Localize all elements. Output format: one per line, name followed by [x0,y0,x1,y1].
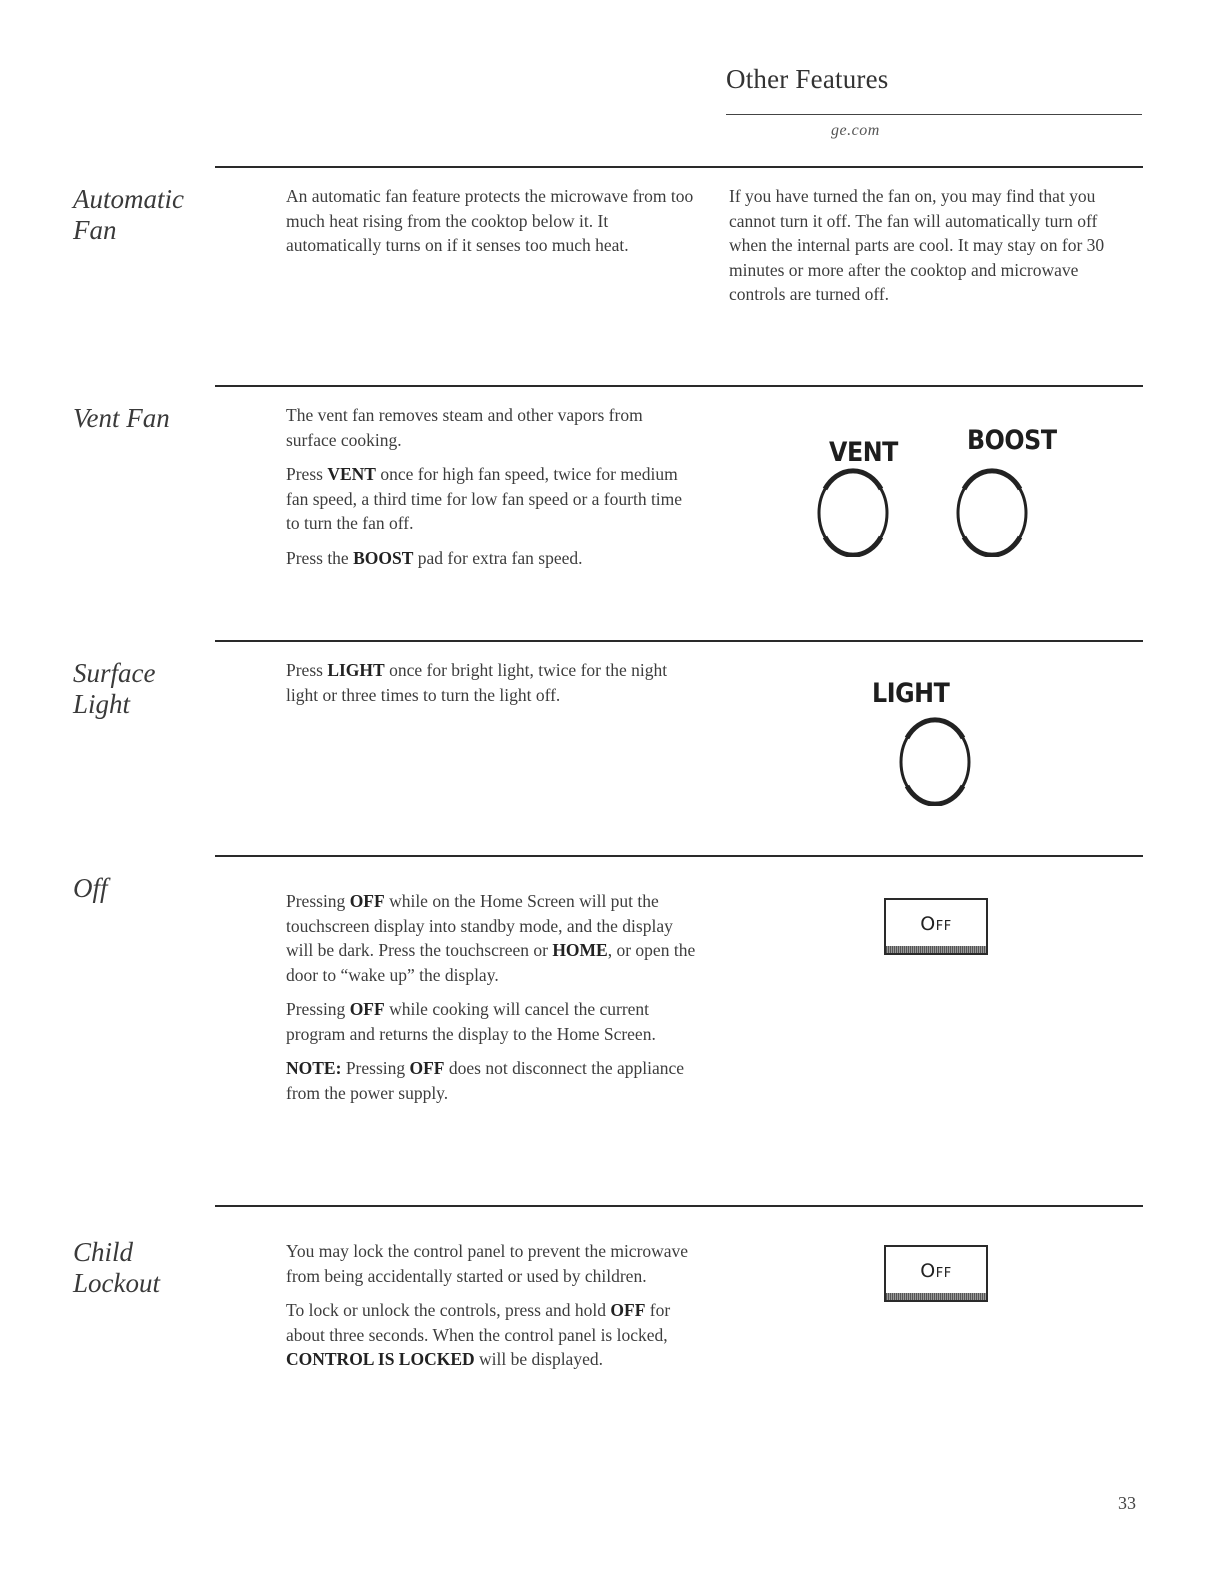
page-header [726,64,1144,139]
key-shade [886,1293,986,1300]
section-rule [215,855,1143,857]
section-rule [215,166,1143,168]
page-title: Other Features [726,64,889,94]
text-column [286,658,696,717]
off-key[interactable] [884,898,988,955]
header-rule [726,114,1142,115]
section-title: Surface Light [73,658,156,719]
section-title: Child Lockout [73,1237,160,1298]
paragraph: You may lock the control panel to prevent the microwave from being accidentally started or used by children. [286,1241,689,1286]
vent-button-label: VENT [829,437,898,468]
paragraph: An automatic fan feature protects the microwave from too much heat rising from the cooktop below it. It automatically turns on if it senses too much heat. [286,186,694,255]
text-column [286,184,696,268]
light-button-label: LIGHT [872,678,950,709]
paragraph: NOTE: Pressing OFF does not disconnect the appliance from the power supply. [286,1058,685,1103]
page-number: 33 [1118,1493,1136,1513]
boost-button-label: BOOST [967,425,1057,456]
paragraph: Pressing OFF while on the Home Screen will put the touchscreen display into standby mode, and the display will be dark. Press the touchscreen or HOME, or open the door to “wake up” the display. [286,891,696,985]
paragraph: Press VENT once for high fan speed, twice for medium fan speed, a third time for low fan speed or a fourth time to turn the fan off. [286,464,683,533]
text-column-right [729,184,1139,317]
section-rule [215,640,1143,642]
boost-button[interactable] [952,465,1032,557]
section-title: Off [73,873,108,903]
off-key[interactable] [884,1245,988,1302]
paragraph: If you have turned the fan on, you may find that you cannot turn it off. The fan will automatically turn off when the internal parts are cool. It may stay on for 30 minutes or more after the cooktop and microwave controls are turned off. [729,186,1105,304]
paragraph: Press LIGHT once for bright light, twice for the night light or three times to turn the light off. [286,660,668,705]
text-column [286,889,696,1115]
paragraph: To lock or unlock the controls, press and hold OFF for about three seconds. When the control panel is locked, CONTROL IS LOCKED will be displayed. [286,1300,671,1369]
paragraph: Press the BOOST pad for extra fan speed. [286,547,583,568]
section-rule [215,1205,1143,1207]
site-url: ge.com [831,122,880,139]
text-column [286,403,696,580]
text-column [286,1239,696,1382]
section-title: Vent Fan [73,403,170,433]
key-shade [886,946,986,953]
section-rule [215,385,1143,387]
off-key-label: Off [920,1260,952,1282]
vent-button[interactable] [813,465,893,557]
light-button[interactable] [895,714,975,806]
section-title: Automatic Fan [73,184,184,245]
paragraph: Pressing OFF while cooking will cancel the current program and returns the display to the Home Screen. [286,999,656,1044]
off-key-label: Off [920,913,952,935]
paragraph: The vent fan removes steam and other vapors from surface cooking. [286,405,643,450]
